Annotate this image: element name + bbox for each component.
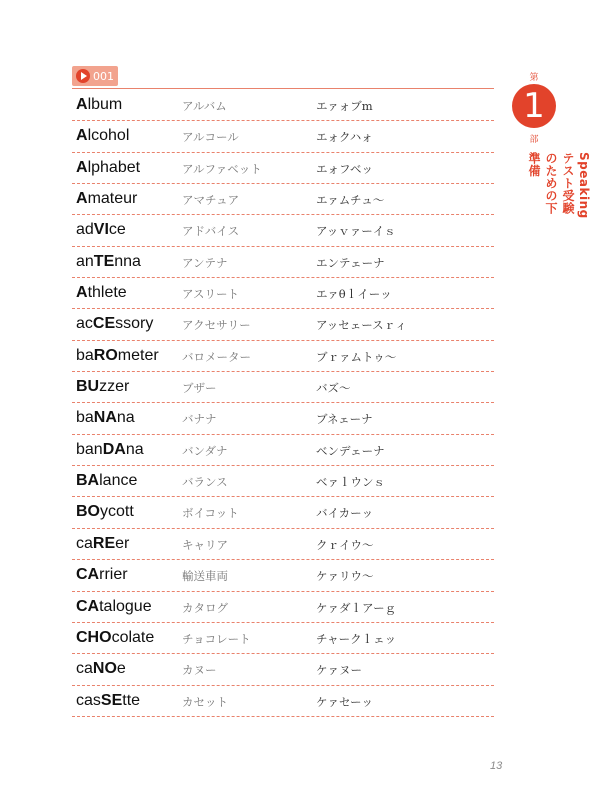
stressed-syllable: BO [76,503,100,521]
table-row [72,309,494,340]
table-row [72,686,494,717]
pronunciation-guide: ケァダｌアーｇ [316,600,397,615]
japanese-katakana: カヌー [182,663,217,678]
chapter-number: 1 [523,86,545,126]
word-segment: er [115,534,130,552]
english-word [76,629,154,647]
word-segment: talogue [99,597,152,615]
table-row [72,466,494,497]
word-segment: zzer [99,378,130,396]
english-word [76,378,129,396]
word-segment: mateur [87,190,138,208]
pronunciation-guide: ケァヌー [316,663,362,678]
word-segment: colate [111,628,155,646]
pronunciation-guide: ケァセーッ [316,694,374,709]
stressed-syllable: NA [93,409,117,427]
word-segment: nna [114,252,141,270]
table-row [72,529,494,560]
table-row [72,560,494,591]
japanese-katakana: ブザー [182,381,217,396]
english-word [76,472,137,490]
english-word [76,253,141,271]
word-segment: lcohol [87,127,130,145]
word-segment: na [116,409,135,427]
table-row [72,435,494,466]
japanese-katakana: バロメーター [182,349,251,364]
word-segment: meter [117,346,159,364]
english-word [76,441,144,459]
english-word [76,284,127,302]
pronunciation-guide: エァθｌイーッ [316,287,392,302]
english-word [76,409,135,427]
stressed-syllable: DA [102,440,126,458]
pronunciation-guide: エァォブm [316,99,373,113]
english-word [76,315,153,333]
pronunciation-guide: アッセェースｒィ [316,318,407,333]
word-segment: cas [76,691,101,709]
pronunciation-guide: アッｖァーイｓ [316,224,396,239]
stressed-syllable: CA [76,566,100,584]
table-row [72,654,494,685]
japanese-katakana: バランス [182,475,228,490]
table-top-rule [72,88,494,89]
japanese-katakana: アスリート [182,287,240,302]
table-row [72,184,494,215]
japanese-katakana: アマチュア [182,193,240,208]
table-row [72,341,494,372]
table-row [72,497,494,528]
word-segment: thlete [87,284,127,302]
stressed-syllable: A [76,158,88,176]
english-word [76,503,134,521]
word-segment: ssory [115,315,154,333]
word-segment: lphabet [87,158,141,176]
vocabulary-table [72,90,494,717]
japanese-katakana: ボイコット [182,506,239,521]
japanese-katakana: カタログ [182,600,228,615]
stressed-syllable: A [76,284,88,302]
word-segment: ban [76,440,103,458]
english-word [76,660,126,678]
pronunciation-guide: エォクハォ [316,130,373,145]
word-segment: lbum [87,96,123,113]
japanese-katakana: アンテナ [182,255,228,270]
japanese-katakana: チョコレート [182,631,251,646]
stressed-syllable: NO [92,660,117,678]
table-row [72,372,494,403]
stressed-syllable: A [76,190,88,208]
japanese-katakana: アルバム [182,99,227,113]
stressed-syllable: BA [76,472,100,490]
japanese-katakana: アドバイス [182,224,240,239]
chapter-prefix: 第 [529,73,539,83]
stressed-syllable: RO [93,346,118,364]
pronunciation-guide: エンテェーナ [316,255,385,270]
word-segment: ca [76,534,93,552]
table-row [72,247,494,278]
word-segment: ce [108,221,126,239]
english-word [76,96,122,114]
track-number: 001 [93,69,114,83]
play-icon[interactable] [76,69,90,83]
stressed-syllable: RE [92,534,116,552]
table-row [72,121,494,152]
chapter-title: Speakingテスト受験のための下準備 [527,152,591,219]
table-row [72,90,494,121]
word-segment: e [116,660,126,678]
pronunciation-guide: ケァリウ～ [316,569,374,584]
table-row [72,153,494,184]
word-segment: lance [99,472,138,490]
japanese-katakana: 輸送車両 [182,569,228,584]
english-word [76,347,159,365]
word-segment: na [125,440,144,458]
word-segment: ad [76,221,94,239]
word-segment: an [76,252,94,270]
chapter-suffix: 部 [529,135,539,145]
word-segment: ca [76,660,93,678]
pronunciation-guide: ベァｌウンｓ [316,475,385,490]
table-row [72,215,494,246]
stressed-syllable: CHO [76,628,112,646]
english-word [76,598,152,616]
english-word [76,221,126,239]
english-word [76,159,140,177]
pronunciation-guide: バイカーッ [316,506,374,521]
pronunciation-guide: バズ～ [316,381,351,396]
stressed-syllable: SE [100,691,123,709]
word-segment: ba [76,346,94,364]
pronunciation-guide: チャークｌェッ [316,631,397,646]
page-number: 13 [490,760,503,772]
japanese-katakana: アルコール [182,130,239,145]
stressed-syllable: CA [76,597,100,615]
stressed-syllable: CE [92,315,116,333]
stressed-syllable: A [76,96,88,113]
table-row [72,623,494,654]
chapter-number-circle [512,84,556,128]
table-row [72,592,494,623]
pronunciation-guide: クｒイウ～ [316,537,374,552]
japanese-katakana: キャリア [182,537,228,552]
english-word [76,692,140,710]
japanese-katakana: バンダナ [182,443,228,458]
pronunciation-guide: ブｒァムトゥ～ [316,349,397,364]
japanese-katakana: カセット [182,694,228,709]
japanese-katakana: バナナ [182,412,217,427]
audio-track-badge[interactable] [72,66,118,86]
english-word [76,566,128,584]
stressed-syllable: VI [93,221,109,239]
english-word [76,190,137,208]
table-row [72,403,494,434]
stressed-syllable: TE [93,252,115,270]
table-row [72,278,494,309]
word-segment: ac [76,315,93,333]
stressed-syllable: A [76,127,88,145]
pronunciation-guide: ベンデェーナ [316,443,385,458]
pronunciation-guide: エォフベッ [316,161,374,176]
english-word [76,535,129,553]
english-word [76,127,129,145]
word-segment: rrier [99,566,128,584]
stressed-syllable: BU [76,378,100,396]
japanese-katakana: アルファベット [182,161,262,176]
pronunciation-guide: ブネェーナ [316,412,373,427]
word-segment: ycott [100,503,134,521]
japanese-katakana: アクセサリー [182,318,251,333]
word-segment: tte [122,691,141,709]
pronunciation-guide: エァムチュ～ [316,193,385,208]
word-segment: ba [76,409,94,427]
